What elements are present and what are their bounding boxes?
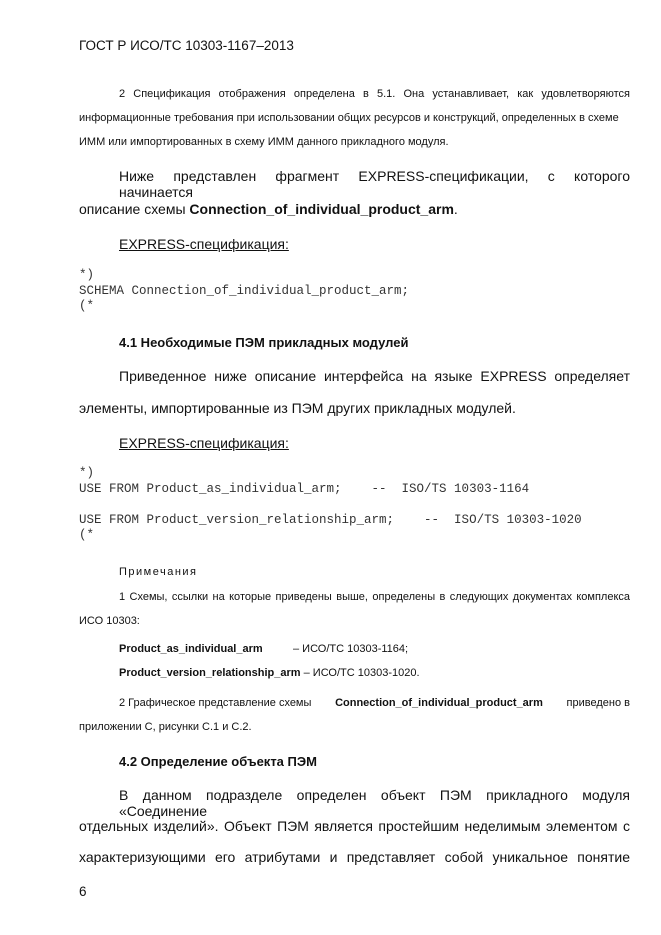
- code-1-line-2: SCHEMA Connection_of_individual_product_arm;: [79, 284, 410, 298]
- note-2-suffix: приведено в: [566, 697, 630, 709]
- paragraph-2-line-2: информационные требования при использовании общих ресурсов и конструкций, определенных в схеме: [79, 112, 619, 124]
- code-1-line-1: *): [79, 268, 95, 282]
- code-2-line-1: *): [79, 466, 95, 480]
- code-1-line-3: (*: [79, 299, 95, 313]
- reference-1-doc: – ИСО/ТС 10303-1164;: [293, 643, 409, 655]
- page-number: 6: [79, 884, 87, 899]
- reference-2: [119, 667, 420, 679]
- code-2-line-3: USE FROM Product_version_relationship_arm; -- ISO/TS 10303-1020: [79, 513, 582, 527]
- reference-2-name: Product_version_relationship_arm: [119, 667, 301, 679]
- reference-1-name: Product_as_individual_arm: [119, 643, 263, 655]
- express-spec-label-2: EXPRESS-спецификация:: [119, 435, 289, 451]
- note-2-schema-name: Connection_of_individual_product_arm: [335, 697, 543, 709]
- section-4-1-title: 4.1 Необходимые ПЭМ прикладных модулей: [119, 335, 409, 350]
- note-2-text: 2 Графическое представление схемы: [119, 697, 312, 709]
- section-4-1-line-1: Приведенное ниже описание интерфейса на языке EXPRESS определяет: [119, 368, 630, 384]
- paragraph-2-line-1: 2 Спецификация отображения определена в 5.1. Она устанавливает, как удовлетворяются: [119, 88, 630, 100]
- reference-2-doc: – ИСО/ТС 10303-1020.: [300, 667, 420, 679]
- express-spec-label-1: EXPRESS-спецификация:: [119, 236, 289, 252]
- note-2-line-2: приложении С, рисунки С.1 и С.2.: [79, 721, 252, 733]
- schema-name: Connection_of_individual_product_arm: [189, 201, 454, 217]
- code-2-line-4: (*: [79, 528, 95, 542]
- paragraph-2-line-3: ИММ или импортированных в схему ИММ данного прикладного модуля.: [79, 136, 449, 148]
- intro-period: .: [453, 201, 458, 217]
- section-4-2-line-3: характеризующими его атрибутами и представляет собой уникальное понятие: [79, 849, 630, 865]
- document-header: ГОСТ Р ИСО/ТС 10303-1167–2013: [79, 38, 294, 53]
- note-1-line-2: ИСО 10303:: [79, 615, 140, 627]
- note-2-line-1: [119, 697, 630, 709]
- section-4-1-line-2: элементы, импортированные из ПЭМ других прикладных модулей.: [79, 400, 516, 416]
- code-2-line-2: USE FROM Product_as_individual_arm; -- ISO/TS 10303-1164: [79, 482, 530, 496]
- section-4-2-line-2: отдельных изделий». Объект ПЭМ является простейшим неделимым элементом с: [79, 818, 630, 834]
- note-1-line-1: 1 Схемы, ссылки на которые приведены выше, определены в следующих документах комплекса: [119, 591, 630, 603]
- intro-text: описание схемы: [79, 201, 190, 217]
- section-4-2-title: 4.2 Определение объекта ПЭМ: [119, 754, 317, 769]
- intro-line-2: [79, 201, 458, 217]
- section-4-2-line-1: В данном подразделе определен объект ПЭМ прикладного модуля «Соединение: [119, 787, 630, 819]
- intro-line-1: Ниже представлен фрагмент EXPRESS-спецификации, с которого начинается: [119, 168, 630, 200]
- notes-title: Примечания: [119, 566, 198, 578]
